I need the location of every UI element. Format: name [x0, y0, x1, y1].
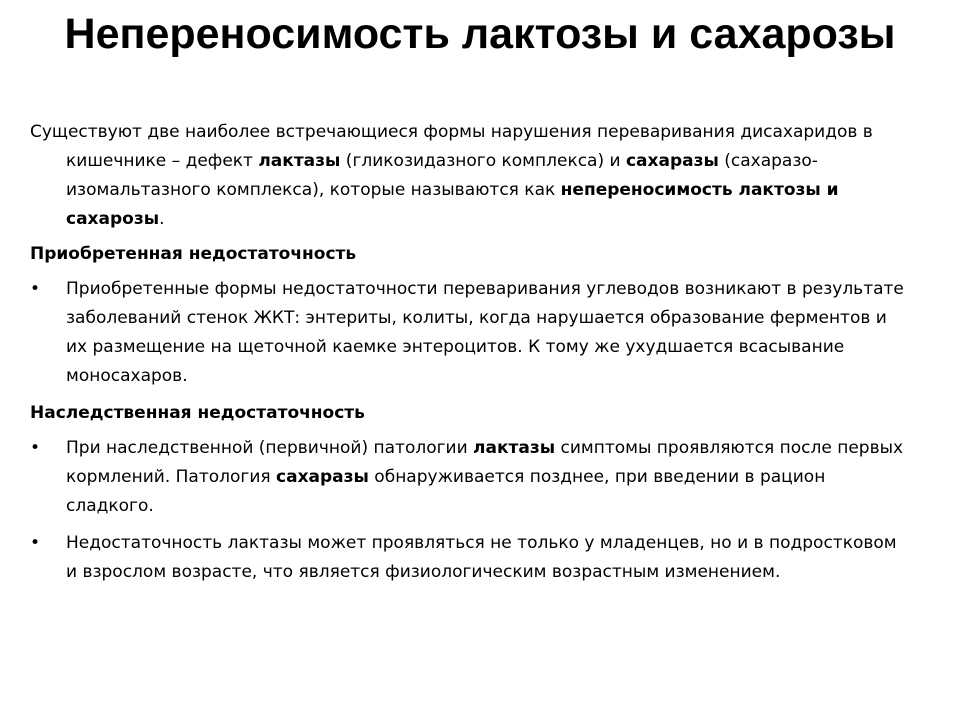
slide-title: Непереносимость лактозы и сахарозы: [64, 10, 896, 58]
acquired-heading: Приобретенная недостаточность: [30, 244, 357, 264]
intro-text-2: (гликозидазного комплекса) и: [340, 151, 626, 171]
bullet-mark: •: [30, 533, 41, 553]
intro-bold-lactase: лактазы: [258, 151, 341, 171]
intro-bold-sucrase: сахаразы: [625, 151, 719, 171]
intro-text-4: .: [159, 209, 165, 229]
hereditary-bullet-text-1: [66, 434, 910, 521]
hereditary-bullet-text-2: Недостаточность лактазы может проявляться не только у младенцев, но и в подростковом и взрослом возрасте, что является физиологическим возрастным изменением.: [66, 533, 897, 582]
slide-body: [30, 118, 910, 595]
list-item: [30, 529, 910, 587]
intro-text-1: Существуют две наиболее встречающиеся формы нарушения переваривания дисахаридов в кишечнике – дефект: [30, 122, 873, 171]
acquired-bullet-text: Приобретенные формы недостаточности переваривания углеводов возникают в результате заболеваний стенок ЖКТ: энтериты, колиты, когда нарушается образование ферментов и их размещение на щеточной каемке энтероцитов. К тому же ухудшается всасывание моносахаров.: [66, 279, 904, 386]
intro-bold-intolerance: непереносимость лактозы и сахарозы: [66, 180, 839, 229]
hereditary-bold-sucrase: сахаразы: [276, 467, 369, 487]
list-item: [30, 275, 910, 391]
bullet-mark: •: [30, 438, 41, 458]
hereditary-text-1: При наследственной (первичной) патологии: [66, 438, 474, 458]
hereditary-bold-lactase: лактазы: [473, 438, 556, 458]
hereditary-heading: Наследственная недостаточность: [30, 403, 365, 423]
bullet-mark: •: [30, 279, 41, 299]
intro-text-3: (сахаразо-изомальтазного комплекса), которые называются как: [66, 151, 818, 200]
list-item: [30, 434, 910, 521]
intro-paragraph: [30, 118, 910, 234]
hereditary-text-2: симптомы проявляются после первых кормлений. Патология: [66, 438, 904, 487]
hereditary-text-3: обнаруживается позднее, при введении в рацион сладкого.: [66, 467, 826, 516]
